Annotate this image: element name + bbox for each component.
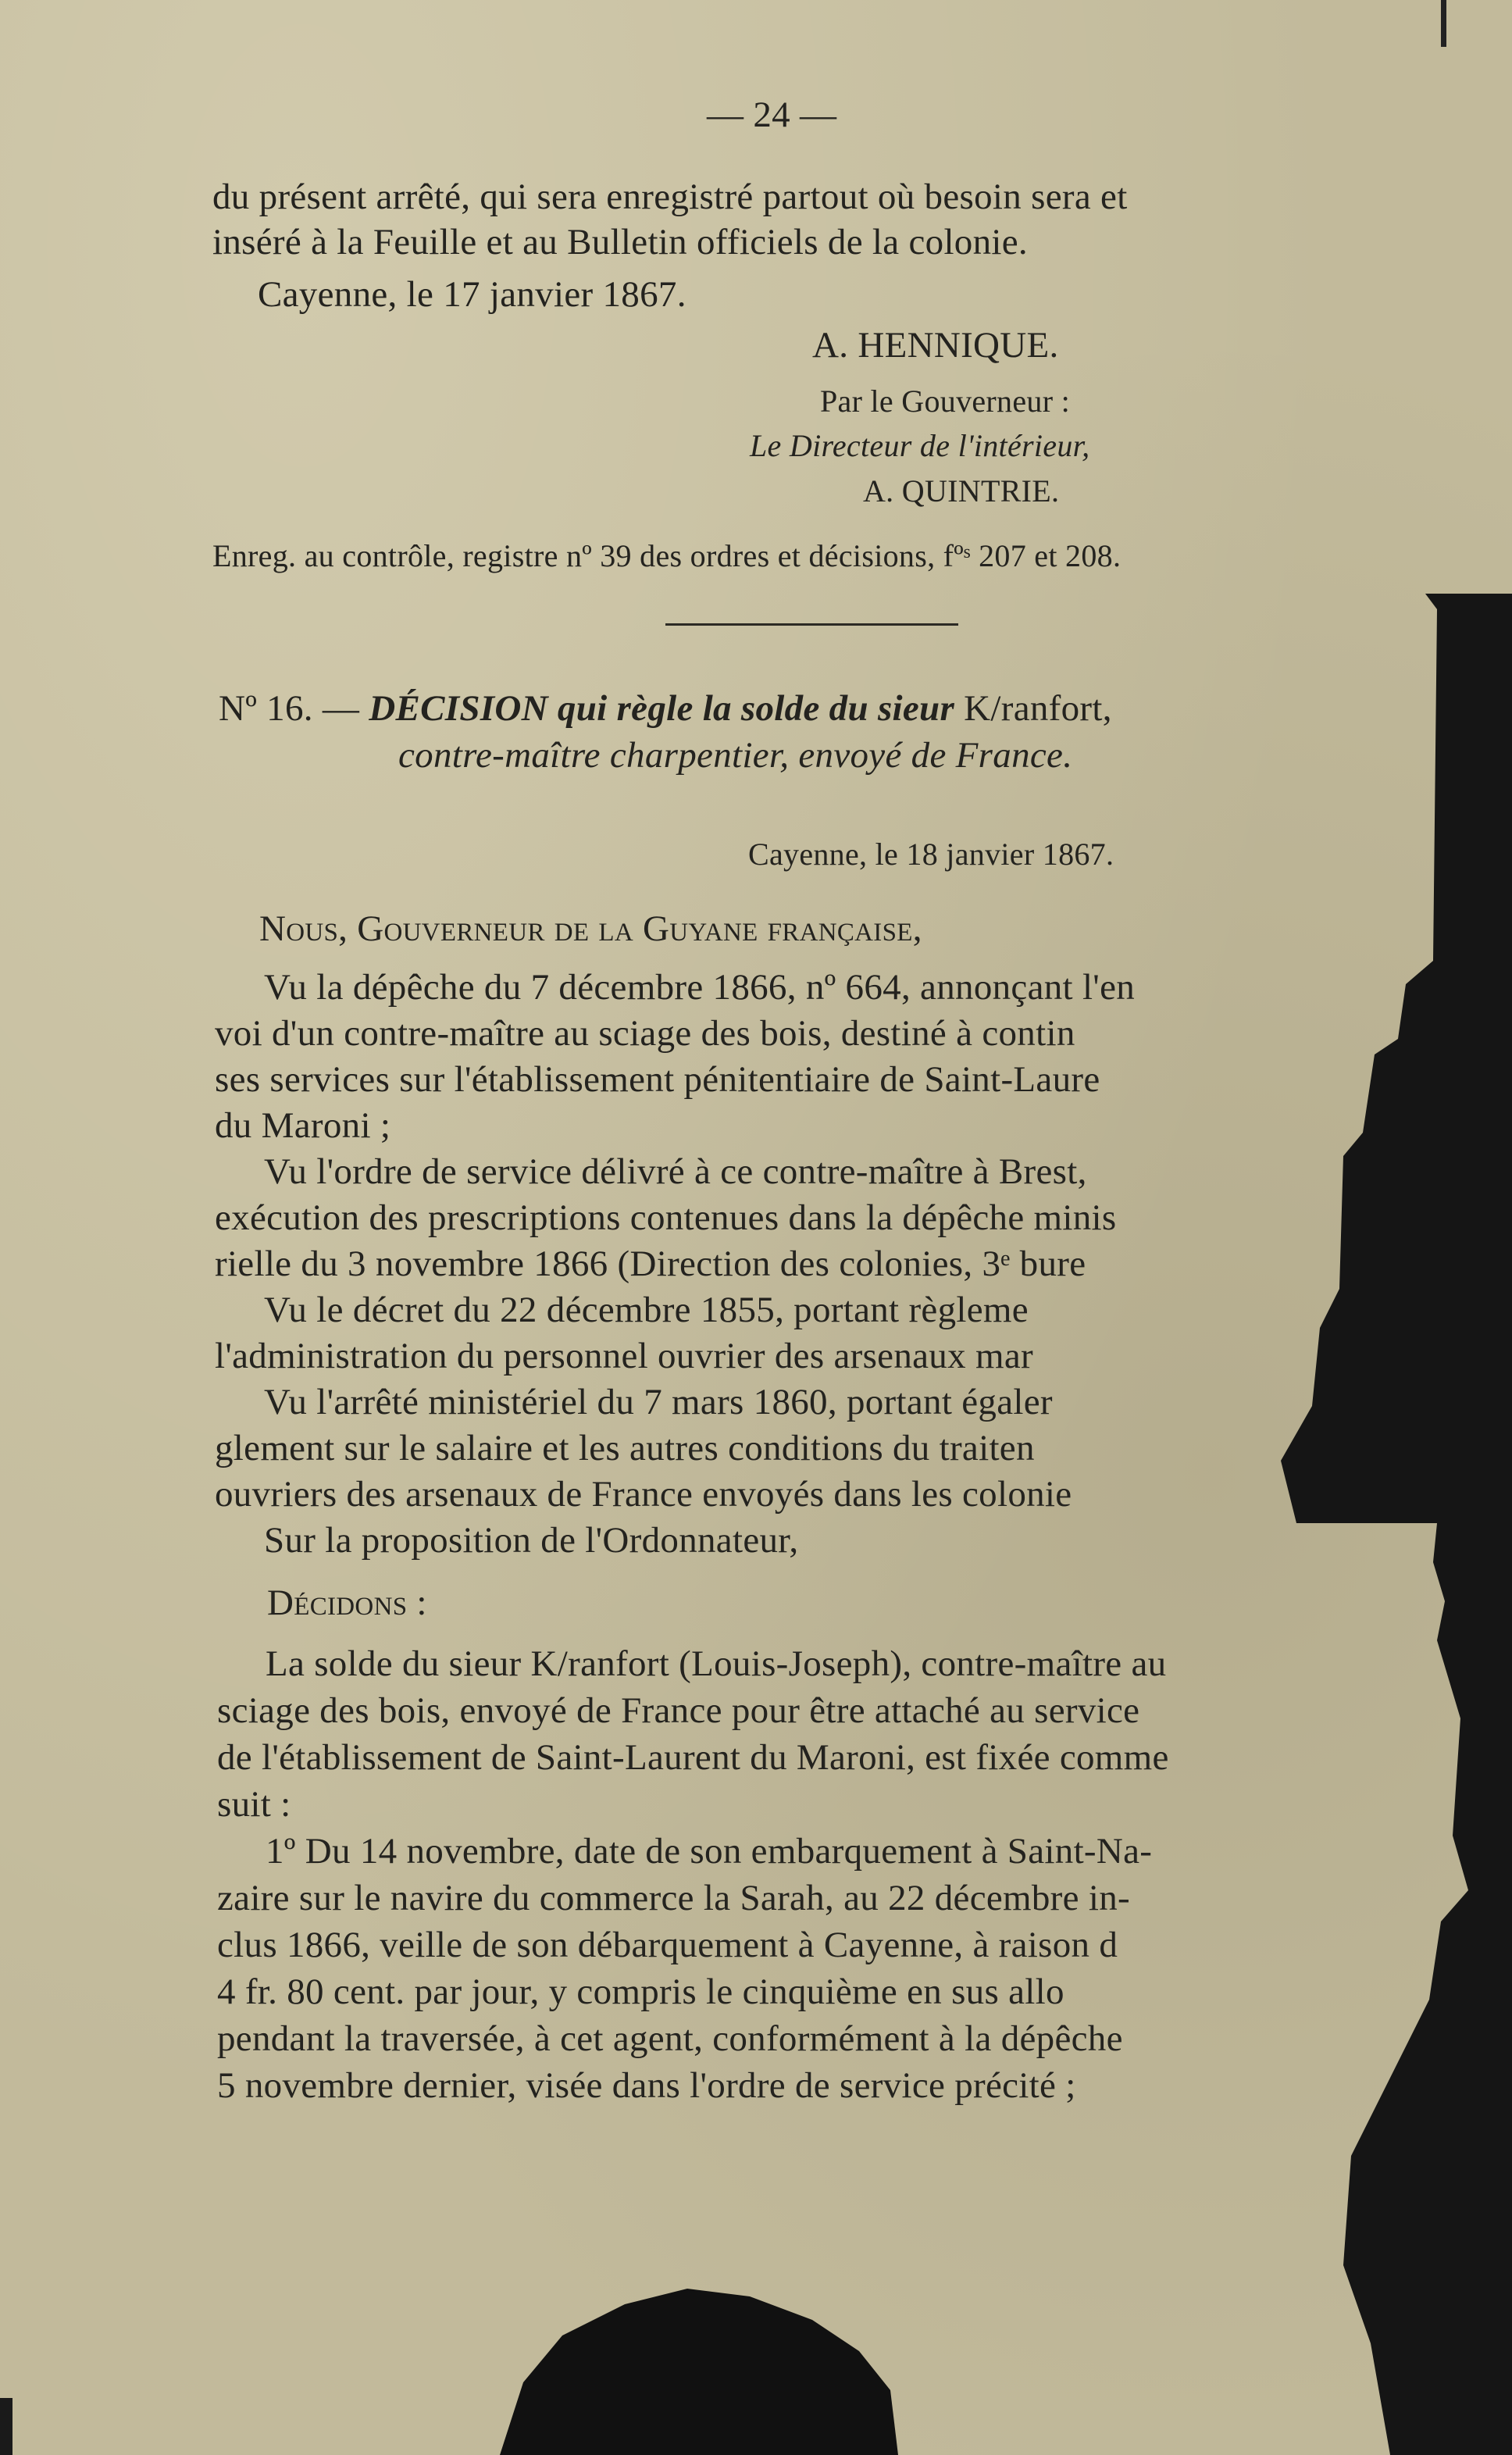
body-line: ouvriers des arsenaux de France envoyés dans les colonie <box>215 1474 1072 1515</box>
body-line: du Maroni ; <box>215 1105 391 1146</box>
decision-subtitle: contre-maître charpentier, envoyé de France. <box>398 735 1073 776</box>
signature-title: Par le Gouverneur : <box>820 384 1071 419</box>
decision-title-a: DÉCISION qui règle la solde du sieur <box>369 688 955 729</box>
body-line: 1º Du 14 novembre, date de son embarquement à Saint-Na- <box>266 1831 1153 1872</box>
text-line: du présent arrêté, qui sera enregistré partout où besoin sera et <box>212 177 1128 217</box>
signature: A. QUINTRIE. <box>863 473 1060 508</box>
body-line: zaire sur le navire du commerce la Sarah, au 22 décembre in- <box>217 1878 1130 1918</box>
decision-number: Nº 16. — <box>219 688 360 729</box>
body-line: pendant la traversée, à cet agent, conformément à la dépêche <box>217 2018 1123 2059</box>
body-line: 4 fr. 80 cent. par jour, y compris le cinquième en sus allo <box>217 1971 1064 2012</box>
body-line: exécution des prescriptions contenues dans la dépêche minis <box>215 1197 1117 1238</box>
body-line: clus 1866, veille de son débarquement à Cayenne, à raison d <box>217 1925 1118 1965</box>
date-line: Cayenne, le 17 janvier 1867. <box>258 274 686 315</box>
registration-note: Enreg. au contrôle, registre nº 39 des ordres et décisions, fºˢ 207 et 208. <box>212 538 1122 573</box>
body-line: rielle du 3 novembre 1866 (Direction des colonies, 3ᵉ bure <box>215 1244 1086 1284</box>
decision-date: Cayenne, le 18 janvier 1867. <box>748 837 1114 872</box>
decision-title-name: K/ranfort, <box>964 688 1112 729</box>
body-line: voi d'un contre-maître au sciage des bois, destiné à contin <box>215 1013 1075 1054</box>
body-line: l'administration du personnel ouvrier des arsenaux mar <box>215 1336 1033 1376</box>
signature: A. HENNIQUE. <box>812 325 1059 366</box>
body-line: ses services sur l'établissement pénitentiaire de Saint-Laure <box>215 1059 1100 1100</box>
text-line: inséré à la Feuille et au Bulletin officiels de la colonie. <box>212 222 1028 262</box>
page-number: — 24 — <box>707 95 837 135</box>
body-line: suit : <box>217 1784 291 1825</box>
body-line: Décidons : <box>267 1583 427 1623</box>
body-line: sciage des bois, envoyé de France pour être attaché au service <box>217 1690 1140 1731</box>
body-line: glement sur le salaire et les autres conditions du traiten <box>215 1428 1035 1468</box>
body-line: Vu la dépêche du 7 décembre 1866, nº 664, annonçant l'en <box>264 967 1136 1008</box>
body-line: de l'établissement de Saint-Laurent du Maroni, est fixée comme <box>217 1737 1169 1778</box>
body-line: Nous, Gouverneur de la Guyane française, <box>259 908 922 949</box>
signature-role: Le Directeur de l'intérieur, <box>750 428 1090 463</box>
body-line: Vu le décret du 22 décembre 1855, portant règleme <box>264 1290 1029 1330</box>
body-line: Sur la proposition de l'Ordonnateur, <box>264 1520 799 1561</box>
body-line: La solde du sieur K/ranfort (Louis-Joseph), contre-maître au <box>266 1643 1167 1684</box>
body-line: Vu l'arrêté ministériel du 7 mars 1860, portant égaler <box>264 1382 1053 1422</box>
body-line: 5 novembre dernier, visée dans l'ordre de service précité ; <box>217 2065 1076 2106</box>
body-line: Vu l'ordre de service délivré à ce contre-maître à Brest, <box>264 1151 1087 1192</box>
